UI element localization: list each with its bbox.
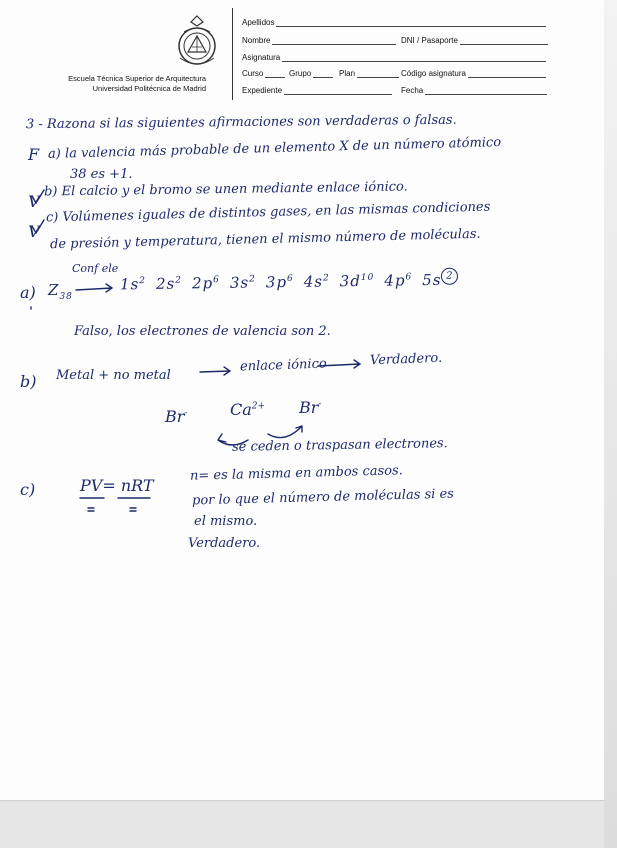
double-tick-pv-icon: [88, 508, 94, 511]
double-tick-nrt-icon: [130, 508, 136, 511]
nonmetal-word: no metal: [113, 368, 171, 383]
br-right-charge: -: [318, 399, 322, 410]
answer-c-verdict: Verdadero.: [188, 536, 261, 551]
br-right-symbol: Br: [299, 398, 319, 417]
field-codigo: [401, 69, 546, 78]
metal-word: Metal: [56, 368, 95, 383]
statement-c-line1: c) Volúmenes iguales de distintos gases, en las mismas condiciones: [45, 199, 491, 226]
orbital-label: 2p: [191, 274, 214, 293]
orbital-label: 3s: [229, 273, 250, 292]
orbital-term-last: [422, 271, 458, 290]
answer-a-conclusion: Falso, los electrones de valencia son 2.: [74, 324, 331, 339]
orbital-label: 1s: [119, 275, 140, 294]
ionic-bond-text: enlace iónico: [239, 356, 327, 375]
answer-c-label: c): [20, 480, 36, 499]
statement-a-line2: 38 es +1.: [70, 167, 133, 182]
orbital-label-last: 5s: [422, 270, 442, 290]
orbital-label: 4s: [303, 272, 324, 291]
orbital-term: [266, 273, 294, 291]
field-nombre-label: Nombre: [242, 36, 271, 45]
br-right: [299, 398, 321, 417]
question-intro: 3 - Razona si las siguientes afirmaciones son verdaderas o falsas.: [25, 112, 457, 133]
metal-text: [56, 368, 171, 383]
field-apellidos: [242, 18, 546, 27]
answer-a-label: a): [20, 283, 36, 302]
field-codigo-label: Código asignatura: [401, 69, 466, 78]
page-edge-right: [604, 0, 617, 848]
br-left-symbol: Br: [165, 407, 185, 426]
orbital-label: 2s: [155, 274, 176, 293]
mark-b: V: [28, 192, 40, 211]
curved-arrow-right-icon: [268, 426, 302, 438]
electron-configuration: [120, 268, 459, 294]
answer-c-line2: por lo que el número de moléculas si es: [191, 486, 455, 509]
plus-sign: +: [98, 368, 110, 383]
orbital-term: [304, 272, 330, 290]
mark-c: V: [28, 222, 40, 241]
statement-a-line1: a) la valencia más probable de un elemento X de un número atómico: [47, 135, 502, 162]
element-letter: Z: [48, 281, 60, 299]
orbital-term: [340, 272, 375, 290]
field-curso-label: Curso: [242, 69, 264, 78]
statement-c-line2: de presión y temperatura, tienen el mismo número de moléculas.: [49, 226, 481, 253]
field-dni: [401, 36, 548, 45]
field-grupo: [289, 69, 333, 78]
field-fecha-label: Fecha: [401, 86, 424, 95]
arrow-right-1-icon: [200, 367, 230, 375]
field-expediente-label: Expediente: [242, 86, 283, 95]
field-asignatura-label: Asignatura: [242, 53, 281, 62]
orbital-electrons: 6: [213, 274, 220, 286]
field-grupo-label: Grupo: [289, 69, 312, 78]
university-crest-icon: [172, 14, 222, 70]
school-name: [68, 74, 206, 94]
field-asignatura: [242, 53, 546, 62]
statement-b: b) El calcio y el bromo se unen mediante enlace iónico.: [43, 179, 408, 200]
orbital-term: [384, 271, 412, 289]
school-line-2: Universidad Politécnica de Madrid: [92, 84, 206, 93]
orbital-electrons: 6: [405, 272, 413, 283]
orbital-electrons: 10: [360, 272, 375, 283]
field-expediente: [242, 86, 392, 95]
answer-c-line1: n= es la misma en ambos casos.: [189, 463, 404, 484]
field-curso: [242, 69, 285, 78]
element-subscript: 38: [59, 292, 73, 302]
orbital-electrons: 2: [139, 276, 147, 287]
ideal-gas-formula: PV= nRT: [80, 476, 154, 495]
calcium-symbol: Ca: [230, 400, 252, 419]
header-divider: [232, 8, 233, 100]
orbital-term: [192, 274, 220, 292]
config-arrow-icon: [76, 284, 112, 292]
field-plan: [339, 69, 399, 78]
electron-transfer-note: se ceden o traspasan electrones.: [231, 436, 448, 455]
calcium-charge: 2+: [251, 401, 266, 412]
orbital-electrons: 2: [175, 275, 183, 286]
field-apellidos-label: Apellidos: [242, 18, 275, 27]
orbital-electrons: 2: [322, 273, 330, 284]
orbital-label: 3p: [265, 273, 288, 292]
br-left-charge: -: [184, 408, 188, 419]
orbital-label: 3d: [339, 272, 362, 291]
answer-b-verdict: Verdadero.: [369, 350, 443, 369]
br-left: [165, 407, 187, 426]
mark-a: F: [28, 145, 40, 164]
field-plan-label: Plan: [339, 69, 356, 78]
orbital-term: [230, 273, 256, 291]
field-dni-label: DNI / Pasaporte: [401, 36, 458, 45]
circled-valence-count: 2: [441, 268, 458, 285]
answer-b-label: b): [20, 372, 37, 391]
school-line-1: Escuela Técnica Superior de Arquitectura: [68, 74, 206, 83]
orbital-term: [120, 275, 146, 293]
page-edge-bottom: [0, 801, 604, 848]
orbital-electrons: 2: [249, 274, 256, 285]
answer-c-line3: el mismo.: [194, 514, 258, 529]
calcium-ion: [230, 400, 265, 419]
orbital-label: 4p: [384, 271, 406, 290]
element-symbol: [48, 281, 73, 302]
orbital-electrons: 6: [286, 273, 294, 285]
field-nombre: [242, 36, 396, 45]
arrow-note: Conf ele: [72, 262, 119, 275]
field-fecha: [401, 86, 547, 95]
orbital-term: [156, 274, 182, 292]
